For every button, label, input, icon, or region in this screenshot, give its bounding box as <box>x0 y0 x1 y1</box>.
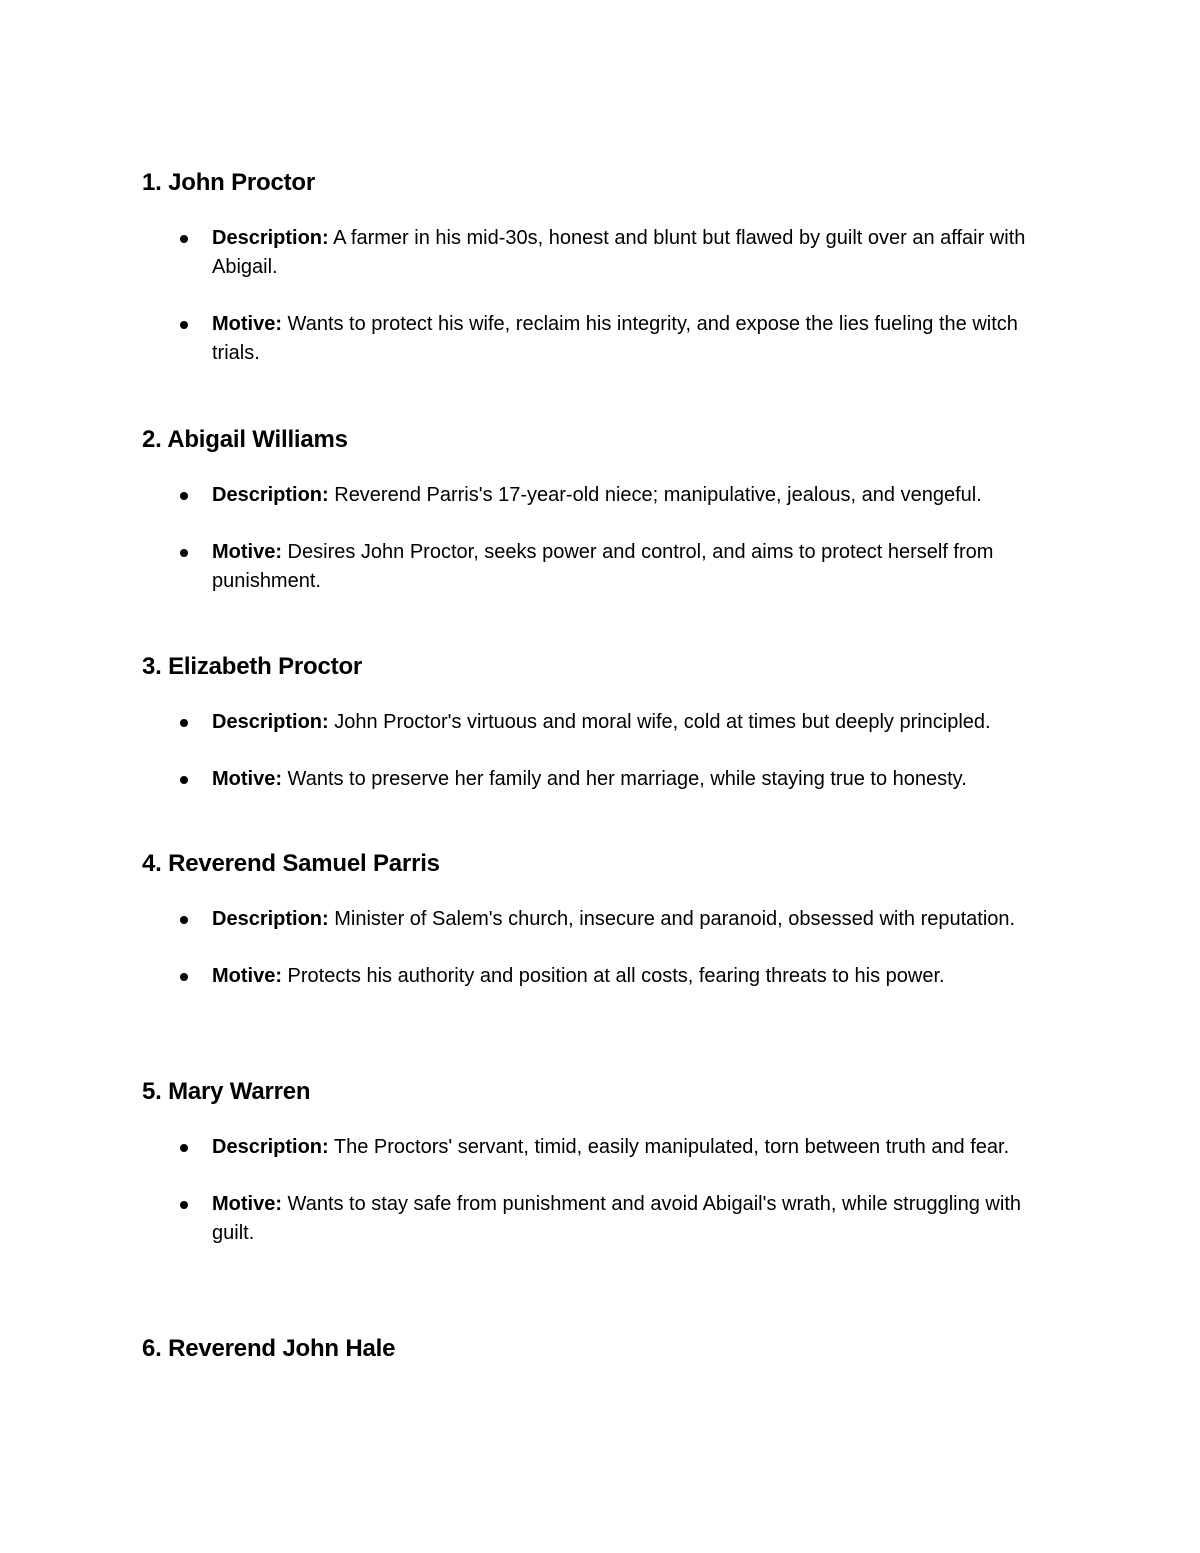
bullet-icon <box>180 1144 188 1152</box>
description-label: Description: <box>212 227 329 249</box>
motive-item <box>142 962 1062 991</box>
section-heading: 6. Reverend John Hale <box>142 1335 396 1362</box>
motive-item <box>142 1190 1062 1248</box>
motive-item <box>142 310 1062 368</box>
bullet-icon <box>180 549 188 557</box>
motive-text: Wants to stay safe from punishment and avoid Abigail's wrath, while struggling with guilt. <box>212 1193 1021 1244</box>
description-label: Description: <box>212 1136 329 1158</box>
bullet-icon <box>180 916 188 924</box>
section-heading: 2. Abigail Williams <box>142 426 348 453</box>
description-text: A farmer in his mid-30s, honest and blunt but flawed by guilt over an affair with Abigail. <box>212 227 1026 278</box>
motive-text: Desires John Proctor, seeks power and control, and aims to protect herself from punishment. <box>212 541 994 592</box>
section-heading: 4. Reverend Samuel Parris <box>142 850 440 877</box>
bullet-list <box>142 481 1072 596</box>
description-item <box>142 708 1062 737</box>
motive-text: Wants to protect his wife, reclaim his integrity, and expose the lies fueling the witch trials. <box>212 313 1018 364</box>
description-text: Reverend Parris's 17-year-old niece; manipulative, jealous, and vengeful. <box>328 484 982 506</box>
motive-label: Motive: <box>212 1193 282 1215</box>
description-text: The Proctors' servant, timid, easily manipulated, torn between truth and fear. <box>328 1136 1010 1158</box>
motive-label: Motive: <box>212 313 282 335</box>
bullet-list <box>142 708 1072 794</box>
description-label: Description: <box>212 484 329 506</box>
motive-item <box>142 538 1062 596</box>
motive-label: Motive: <box>212 768 282 790</box>
section-heading: 5. Mary Warren <box>142 1078 311 1105</box>
character-section-mary-warren <box>142 1078 1072 1248</box>
character-section-john-proctor <box>142 169 1072 368</box>
bullet-icon <box>180 1201 188 1209</box>
description-item <box>142 224 1062 282</box>
section-heading: 3. Elizabeth Proctor <box>142 653 363 680</box>
bullet-icon <box>180 235 188 243</box>
motive-text: Protects his authority and position at all costs, fearing threats to his power. <box>282 965 945 987</box>
description-item <box>142 481 1062 510</box>
bullet-icon <box>180 973 188 981</box>
description-item <box>142 905 1062 934</box>
motive-label: Motive: <box>212 541 282 563</box>
description-label: Description: <box>212 908 329 930</box>
motive-label: Motive: <box>212 965 282 987</box>
bullet-icon <box>180 321 188 329</box>
bullet-list <box>142 224 1072 368</box>
description-text: Minister of Salem's church, insecure and paranoid, obsessed with reputation. <box>328 908 1016 930</box>
character-section-samuel-parris <box>142 850 1072 991</box>
character-section-abigail-williams <box>142 426 1072 596</box>
description-label: Description: <box>212 711 329 733</box>
motive-item <box>142 765 1062 794</box>
bullet-icon <box>180 492 188 500</box>
description-item <box>142 1133 1062 1162</box>
motive-text: Wants to preserve her family and her marriage, while staying true to honesty. <box>282 768 967 790</box>
bullet-icon <box>180 719 188 727</box>
section-heading: 1. John Proctor <box>142 169 316 196</box>
bullet-icon <box>180 776 188 784</box>
description-text: John Proctor's virtuous and moral wife, cold at times but deeply principled. <box>328 711 991 733</box>
character-section-john-hale <box>142 1335 1072 1363</box>
bullet-list <box>142 1133 1072 1248</box>
bullet-list <box>142 905 1072 991</box>
character-section-elizabeth-proctor <box>142 653 1072 794</box>
